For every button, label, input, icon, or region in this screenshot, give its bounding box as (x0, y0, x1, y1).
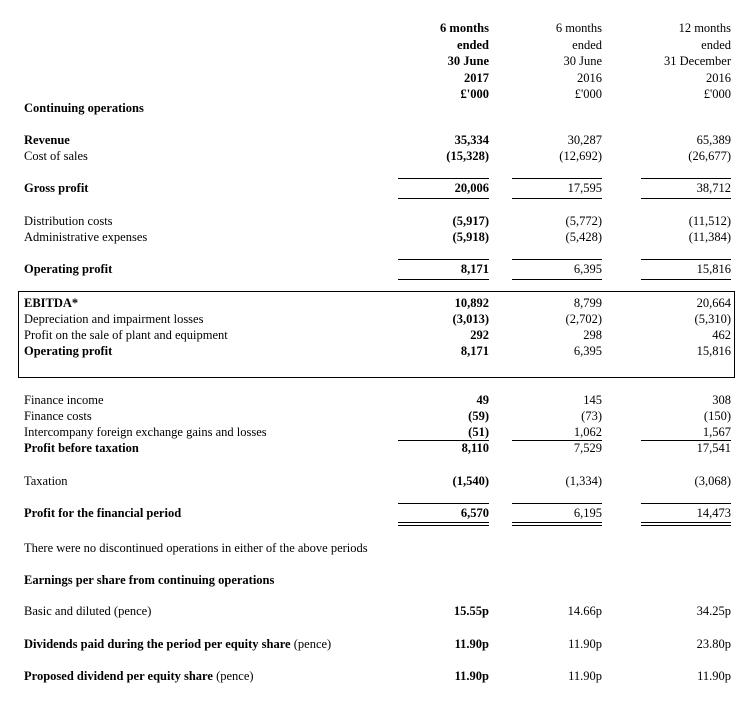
row-label-gross-profit: Gross profit (24, 181, 89, 195)
header-line: 2016 (577, 70, 602, 85)
cell-finance-costs-fy2016: (150) (703, 409, 731, 423)
label-bold-part: Proposed dividend per equity share (24, 669, 213, 683)
column-header-fy-2016 (664, 20, 731, 103)
cell-revenue-fy2016: 65,389 (696, 133, 731, 147)
cell-depreciation-2016h1: (2,702) (565, 312, 602, 326)
row-label-distribution-costs: Distribution costs (24, 214, 113, 228)
cell-ebitda-2016h1: 8,799 (573, 296, 602, 310)
cell-profit-for-period-2017: 6,570 (460, 506, 489, 520)
cell-distribution-2016h1: (5,772) (565, 214, 602, 228)
row-label-operating-profit-reconciled: Operating profit (24, 344, 113, 358)
cell-revenue-2017: 35,334 (454, 133, 489, 147)
label-normal-part: (pence) (290, 637, 332, 651)
cell-intercompany-fx-2016h1: 1,062 (573, 425, 602, 439)
cell-intercompany-fx-2017: (51) (468, 425, 489, 439)
row-label-ebitda: EBITDA* (24, 296, 79, 310)
row-label-cost-of-sales: Cost of sales (24, 149, 88, 163)
cell-operating-profit-reconciled-fy2016: 15,816 (696, 344, 731, 358)
cell-proposed-dividend-2017: 11.90p (454, 669, 489, 683)
subtotal-rule (641, 279, 731, 280)
header-line: 2016 (706, 70, 731, 85)
subtotal-rule (641, 503, 731, 504)
cell-pbt-2017: 8,110 (461, 441, 489, 455)
subtotal-rule (641, 178, 731, 179)
cell-eps-2016h1: 14.66p (567, 604, 602, 618)
cell-profit-on-sale-fy2016: 462 (712, 328, 731, 342)
subtotal-rule (512, 503, 602, 504)
subtotal-rule (641, 259, 731, 260)
row-label-profit-before-taxation: Profit before taxation (24, 441, 139, 455)
cell-admin-2017: (5,918) (452, 230, 489, 244)
cell-cost-of-sales-2017: (15,328) (446, 149, 489, 163)
row-label-proposed-dividend (24, 669, 254, 684)
cell-operating-profit-2016h1: 6,395 (573, 262, 602, 276)
cell-finance-income-2016h1: 145 (583, 393, 602, 407)
cell-operating-profit-fy2016: 15,816 (696, 262, 731, 276)
discontinued-operations-note: There were no discontinued operations in either of the above periods (24, 541, 368, 555)
column-header-h1-2017 (440, 20, 489, 103)
cell-pbt-fy2016: 17,541 (696, 441, 731, 455)
row-label-finance-costs: Finance costs (24, 409, 92, 423)
double-underline-rule (398, 522, 489, 523)
cell-depreciation-2017: (3,013) (452, 312, 489, 326)
header-line: £'000 (574, 87, 602, 101)
cell-revenue-2016h1: 30,287 (567, 133, 602, 147)
row-label-profit-for-period: Profit for the financial period (24, 506, 182, 520)
cell-dividends-paid-2017: 11.90p (454, 637, 489, 651)
subtotal-rule (398, 198, 489, 199)
double-underline-rule (398, 525, 489, 526)
header-line: 12 months (678, 21, 731, 35)
double-underline-rule (641, 525, 731, 526)
cell-dividends-paid-fy2016: 23.80p (696, 637, 731, 651)
cell-cost-of-sales-fy2016: (26,677) (688, 149, 731, 163)
cell-pbt-2016h1: 7,529 (573, 441, 602, 455)
cell-admin-fy2016: (11,384) (688, 230, 731, 244)
header-line: 2017 (464, 70, 489, 85)
row-label-taxation: Taxation (24, 474, 68, 488)
cell-cost-of-sales-2016h1: (12,692) (559, 149, 602, 163)
cell-operating-profit-2017: 8,171 (460, 262, 489, 276)
row-label-profit-on-sale: Profit on the sale of plant and equipment (24, 328, 228, 342)
subtotal-rule (398, 178, 489, 179)
cell-distribution-2017: (5,917) (452, 214, 489, 228)
subtotal-rule (398, 503, 489, 504)
cell-gross-profit-fy2016: 38,712 (696, 181, 731, 195)
label-normal-part: Basic and diluted (pence) (24, 604, 152, 618)
cell-eps-2017: 15.55p (453, 604, 489, 618)
header-line: 30 June (563, 54, 602, 68)
cell-ebitda-2017: 10,892 (454, 296, 489, 310)
cell-taxation-fy2016: (3,068) (694, 474, 731, 488)
row-label-finance-income: Finance income (24, 393, 104, 407)
subtotal-rule (398, 259, 489, 260)
double-underline-rule (512, 522, 602, 523)
subtotal-rule (512, 279, 602, 280)
row-label-administrative-expenses: Administrative expenses (24, 230, 148, 244)
subtotal-rule (512, 259, 602, 260)
section-title-continuing-operations: Continuing operations (24, 101, 144, 115)
cell-distribution-fy2016: (11,512) (688, 214, 731, 228)
cell-profit-on-sale-2016h1: 298 (583, 328, 602, 342)
row-label-operating-profit: Operating profit (24, 262, 113, 276)
cell-profit-for-period-fy2016: 14,473 (696, 506, 731, 520)
header-line: 31 December (664, 54, 731, 68)
header-line: 6 months (555, 21, 602, 35)
header-line: ended (572, 37, 602, 52)
cell-finance-costs-2017: (59) (468, 409, 489, 423)
row-label-intercompany-fx: Intercompany foreign exchange gains and losses (24, 425, 267, 439)
header-line: ended (457, 37, 489, 52)
header-line: £'000 (460, 87, 489, 101)
eps-section-title: Earnings per share from continuing operations (24, 573, 275, 587)
label-normal-part: (pence) (212, 669, 254, 683)
row-label-dividends-paid (24, 637, 331, 652)
cell-depreciation-fy2016: (5,310) (694, 312, 731, 326)
cell-gross-profit-2017: 20,006 (454, 181, 489, 195)
cell-gross-profit-2016h1: 17,595 (567, 181, 602, 195)
label-bold-part: Dividends paid during the period per equity share (24, 637, 291, 651)
cell-ebitda-fy2016: 20,664 (696, 296, 731, 310)
cell-taxation-2016h1: (1,334) (565, 474, 602, 488)
cell-taxation-2017: (1,540) (452, 474, 489, 488)
cell-operating-profit-reconciled-2017: 8,171 (460, 344, 489, 358)
cell-finance-income-2017: 49 (476, 393, 489, 407)
column-header-h1-2016 (556, 20, 602, 103)
subtotal-rule (641, 198, 731, 199)
row-label-basic-diluted-eps (24, 604, 151, 619)
cell-intercompany-fx-fy2016: 1,567 (702, 425, 731, 439)
double-underline-rule (512, 525, 602, 526)
cell-operating-profit-reconciled-2016h1: 6,395 (573, 344, 602, 358)
cell-finance-costs-2016h1: (73) (581, 409, 602, 423)
cell-profit-for-period-2016h1: 6,195 (573, 506, 602, 520)
row-label-revenue: Revenue (24, 133, 70, 147)
double-underline-rule (641, 522, 731, 523)
cell-profit-on-sale-2017: 292 (470, 328, 489, 342)
cell-dividends-paid-2016h1: 11.90p (568, 637, 602, 651)
header-line: £'000 (703, 87, 731, 101)
header-line: 6 months (440, 21, 489, 35)
row-label-depreciation: Depreciation and impairment losses (24, 312, 204, 326)
header-line: ended (701, 37, 731, 52)
cell-admin-2016h1: (5,428) (565, 230, 602, 244)
cell-proposed-dividend-2016h1: 11.90p (568, 669, 602, 683)
subtotal-rule (512, 198, 602, 199)
cell-proposed-dividend-fy2016: 11.90p (697, 669, 731, 683)
cell-finance-income-fy2016: 308 (712, 393, 731, 407)
subtotal-rule (512, 178, 602, 179)
header-line: 30 June (447, 54, 489, 68)
subtotal-rule (398, 279, 489, 280)
cell-eps-fy2016: 34.25p (696, 604, 731, 618)
